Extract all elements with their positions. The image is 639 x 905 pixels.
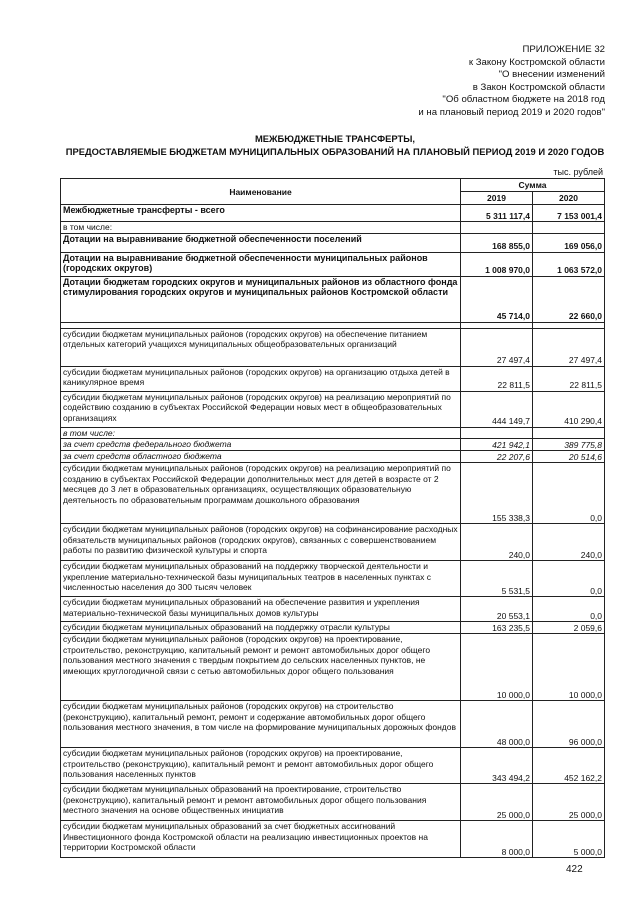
column-header-2019: 2019: [461, 192, 533, 205]
row-name: субсидии бюджетам муниципальных образований на поддержку творческой деятельности и укрепление материально-технической базы муниципальных театров в населенных пунктах с численностью населения до 300 тысяч человек: [61, 561, 461, 597]
row-name: субсидии бюджетам муниципальных районов (городских округов) на реализацию мероприятий по содействию созданию в субъектах Российской Федерации новых мест в общеобразовательных организациях: [61, 391, 461, 427]
row-value-2019: 155 338,3: [461, 463, 533, 524]
table-row: [61, 524, 605, 561]
table-row: [61, 233, 605, 252]
row-name: субсидии бюджетам муниципальных районов (городских округов) на организацию отдыха детей в каникулярное время: [61, 366, 461, 391]
row-name: субсидии бюджетам муниципальных образований на поддержку отрасли культуры: [61, 622, 461, 634]
row-value-2020: 10 000,0: [533, 634, 605, 701]
header-line: к Закону Костромской области: [468, 56, 605, 68]
table-row: [61, 439, 605, 451]
row-value-2020: 7 153 001,4: [533, 205, 605, 222]
row-value-2020: 410 290,4: [533, 391, 605, 427]
table-row: [61, 561, 605, 597]
row-value-2020: 240,0: [533, 524, 605, 561]
row-name: за счет средств областного бюджета: [61, 451, 461, 463]
units-label: тыс. рублей: [553, 167, 603, 177]
row-value-2019: 163 235,5: [461, 622, 533, 634]
row-name: субсидии бюджетам муниципальных районов (городских округов) на проектирование, строительство (реконструкцию), капитальный ремонт и ремонт автомобильных дорог общего пользования населенных пунктов: [61, 748, 461, 784]
row-value-2020: 27 497,4: [533, 328, 605, 366]
row-value-2020: 96 000,0: [533, 701, 605, 748]
row-name: Дотации на выравнивание бюджетной обеспеченности поселений: [61, 233, 461, 252]
row-name: субсидии бюджетам муниципальных районов (городских округов) на реализацию мероприятий по созданию в субъектах Российской Федерации дополнительных мест для детей в возрасте от 2 месяцев до 3 лет в образовательных организациях, осуществляющих образовательную деятельность по образовательным программам дошкольного образования: [61, 463, 461, 524]
row-value-2020: 5 000,0: [533, 821, 605, 858]
row-value-2019: [461, 222, 533, 234]
row-value-2019: 240,0: [461, 524, 533, 561]
row-name: в том числе:: [61, 427, 461, 439]
row-name: за счет средств федерального бюджета: [61, 439, 461, 451]
row-name: Межбюджетные трансферты - всего: [61, 205, 461, 222]
row-name: субсидии бюджетам муниципальных образований на обеспечение развития и укрепления материально-технической базы муниципальных домов культуры: [61, 597, 461, 622]
row-name: субсидии бюджетам муниципальных районов (городских округов) на проектирование, строительство, реконструкцию, капитальный ремонт и ремонт автомобильных дорог общего пользования местного значения с твердым покрытием до сельских населенных пунктов, не имеющих круглогодичной связи с сетью автомобильных дорог общего пользования: [61, 634, 461, 701]
row-name: в том числе:: [61, 222, 461, 234]
row-value-2019: 1 008 970,0: [461, 252, 533, 276]
table-row: [61, 634, 605, 701]
table-row: [61, 784, 605, 821]
row-value-2019: [461, 427, 533, 439]
table-row: [61, 222, 605, 234]
header-line: в Закон Костромской области: [472, 81, 605, 93]
row-value-2019: 168 855,0: [461, 233, 533, 252]
row-name: субсидии бюджетам муниципальных районов (городских округов) на софинансирование расходных обязательств муниципальных районов (городских округов), связанных с совершенствованием работы по развитию физической культуры и спорта: [61, 524, 461, 561]
table-row: [61, 328, 605, 366]
table-row: [61, 701, 605, 748]
table-row: [61, 622, 605, 634]
row-value-2020: 0,0: [533, 463, 605, 524]
row-value-2020: 0,0: [533, 597, 605, 622]
row-value-2020: 452 162,2: [533, 748, 605, 784]
title-line-1: МЕЖБЮДЖЕТНЫЕ ТРАНСФЕРТЫ,: [254, 133, 415, 144]
table-row: [61, 821, 605, 858]
row-value-2020: 1 063 572,0: [533, 252, 605, 276]
row-value-2020: 22 660,0: [533, 276, 605, 322]
header-line: ПРИЛОЖЕНИЕ 32: [522, 44, 605, 55]
row-value-2020: 169 056,0: [533, 233, 605, 252]
row-value-2020: 0,0: [533, 561, 605, 597]
row-value-2019: 343 494,2: [461, 748, 533, 784]
header-line: "О внесении изменений: [498, 69, 605, 80]
header-line: и на плановый период 2019 и 2020 годов": [418, 106, 605, 118]
row-value-2019: 48 000,0: [461, 701, 533, 748]
table-row: [61, 427, 605, 439]
table-row: [61, 463, 605, 524]
transfers-table: [60, 178, 605, 858]
column-header-sum: Сумма: [461, 179, 605, 192]
row-value-2020: 2 059,6: [533, 622, 605, 634]
row-value-2019: 25 000,0: [461, 784, 533, 821]
table-row: [61, 597, 605, 622]
row-name: Дотации на выравнивание бюджетной обеспеченности муниципальных районов (городских округов): [61, 252, 461, 276]
table-row: [61, 451, 605, 463]
header-line: "Об областном бюджете на 2018 год: [442, 94, 605, 105]
row-value-2019: 5 531,5: [461, 561, 533, 597]
table-row: [61, 252, 605, 276]
table-row: [61, 366, 605, 391]
row-value-2020: 22 811,5: [533, 366, 605, 391]
row-value-2019: 444 149,7: [461, 391, 533, 427]
row-name: Дотации бюджетам городских округов и муниципальных районов из областного фонда стимулирования городских округов и муниципальных районов Костромской области: [61, 276, 461, 322]
row-value-2019: 5 311 117,4: [461, 205, 533, 222]
row-value-2019: 10 000,0: [461, 634, 533, 701]
row-value-2019: 27 497,4: [461, 328, 533, 366]
appendix-header: [418, 44, 605, 119]
row-value-2020: 389 775,8: [533, 439, 605, 451]
column-header-name: Наименование: [61, 179, 461, 205]
page-number: 422: [566, 864, 583, 875]
column-header-2020: 2020: [533, 192, 605, 205]
table-row: [61, 205, 605, 222]
row-value-2020: [533, 222, 605, 234]
document-title: [50, 133, 620, 158]
row-name: субсидии бюджетам муниципальных образований на проектирование, строительство (реконструкцию), капитальный ремонт и ремонт автомобильных дорог общего пользования местного значения на основе общественных инициатив: [61, 784, 461, 821]
row-value-2019: 45 714,0: [461, 276, 533, 322]
row-value-2020: 20 514,6: [533, 451, 605, 463]
row-value-2019: 22 811,5: [461, 366, 533, 391]
row-name: субсидии бюджетам муниципальных районов (городских округов) на строительство (реконструкцию), капитальный ремонт, ремонт и содержание автомобильных дорог общего пользования местного значения, в том числе на формирование муниципальных дорожных фондов: [61, 701, 461, 748]
row-value-2020: [533, 427, 605, 439]
table-row: [61, 276, 605, 322]
row-value-2019: 8 000,0: [461, 821, 533, 858]
table-row: [61, 391, 605, 427]
row-value-2019: 22 207,6: [461, 451, 533, 463]
row-value-2019: 421 942,1: [461, 439, 533, 451]
table-row: [61, 748, 605, 784]
row-name: субсидии бюджетам муниципальных районов (городских округов) на обеспечение питанием отдельных категорий учащихся муниципальных общеобразовательных организаций: [61, 328, 461, 366]
row-value-2019: 20 553,1: [461, 597, 533, 622]
title-line-2: ПРЕДОСТАВЛЯЕМЫЕ БЮДЖЕТАМ МУНИЦИПАЛЬНЫХ ОБРАЗОВАНИЙ НА ПЛАНОВЫЙ ПЕРИОД 2019 И 2020 ГОДОВ: [65, 145, 605, 157]
row-value-2020: 25 000,0: [533, 784, 605, 821]
row-name: субсидии бюджетам муниципальных образований за счет бюджетных ассигнований Инвестиционного фонда Костромской области на реализацию инвестиционных проектов на территории Костромской области: [61, 821, 461, 858]
